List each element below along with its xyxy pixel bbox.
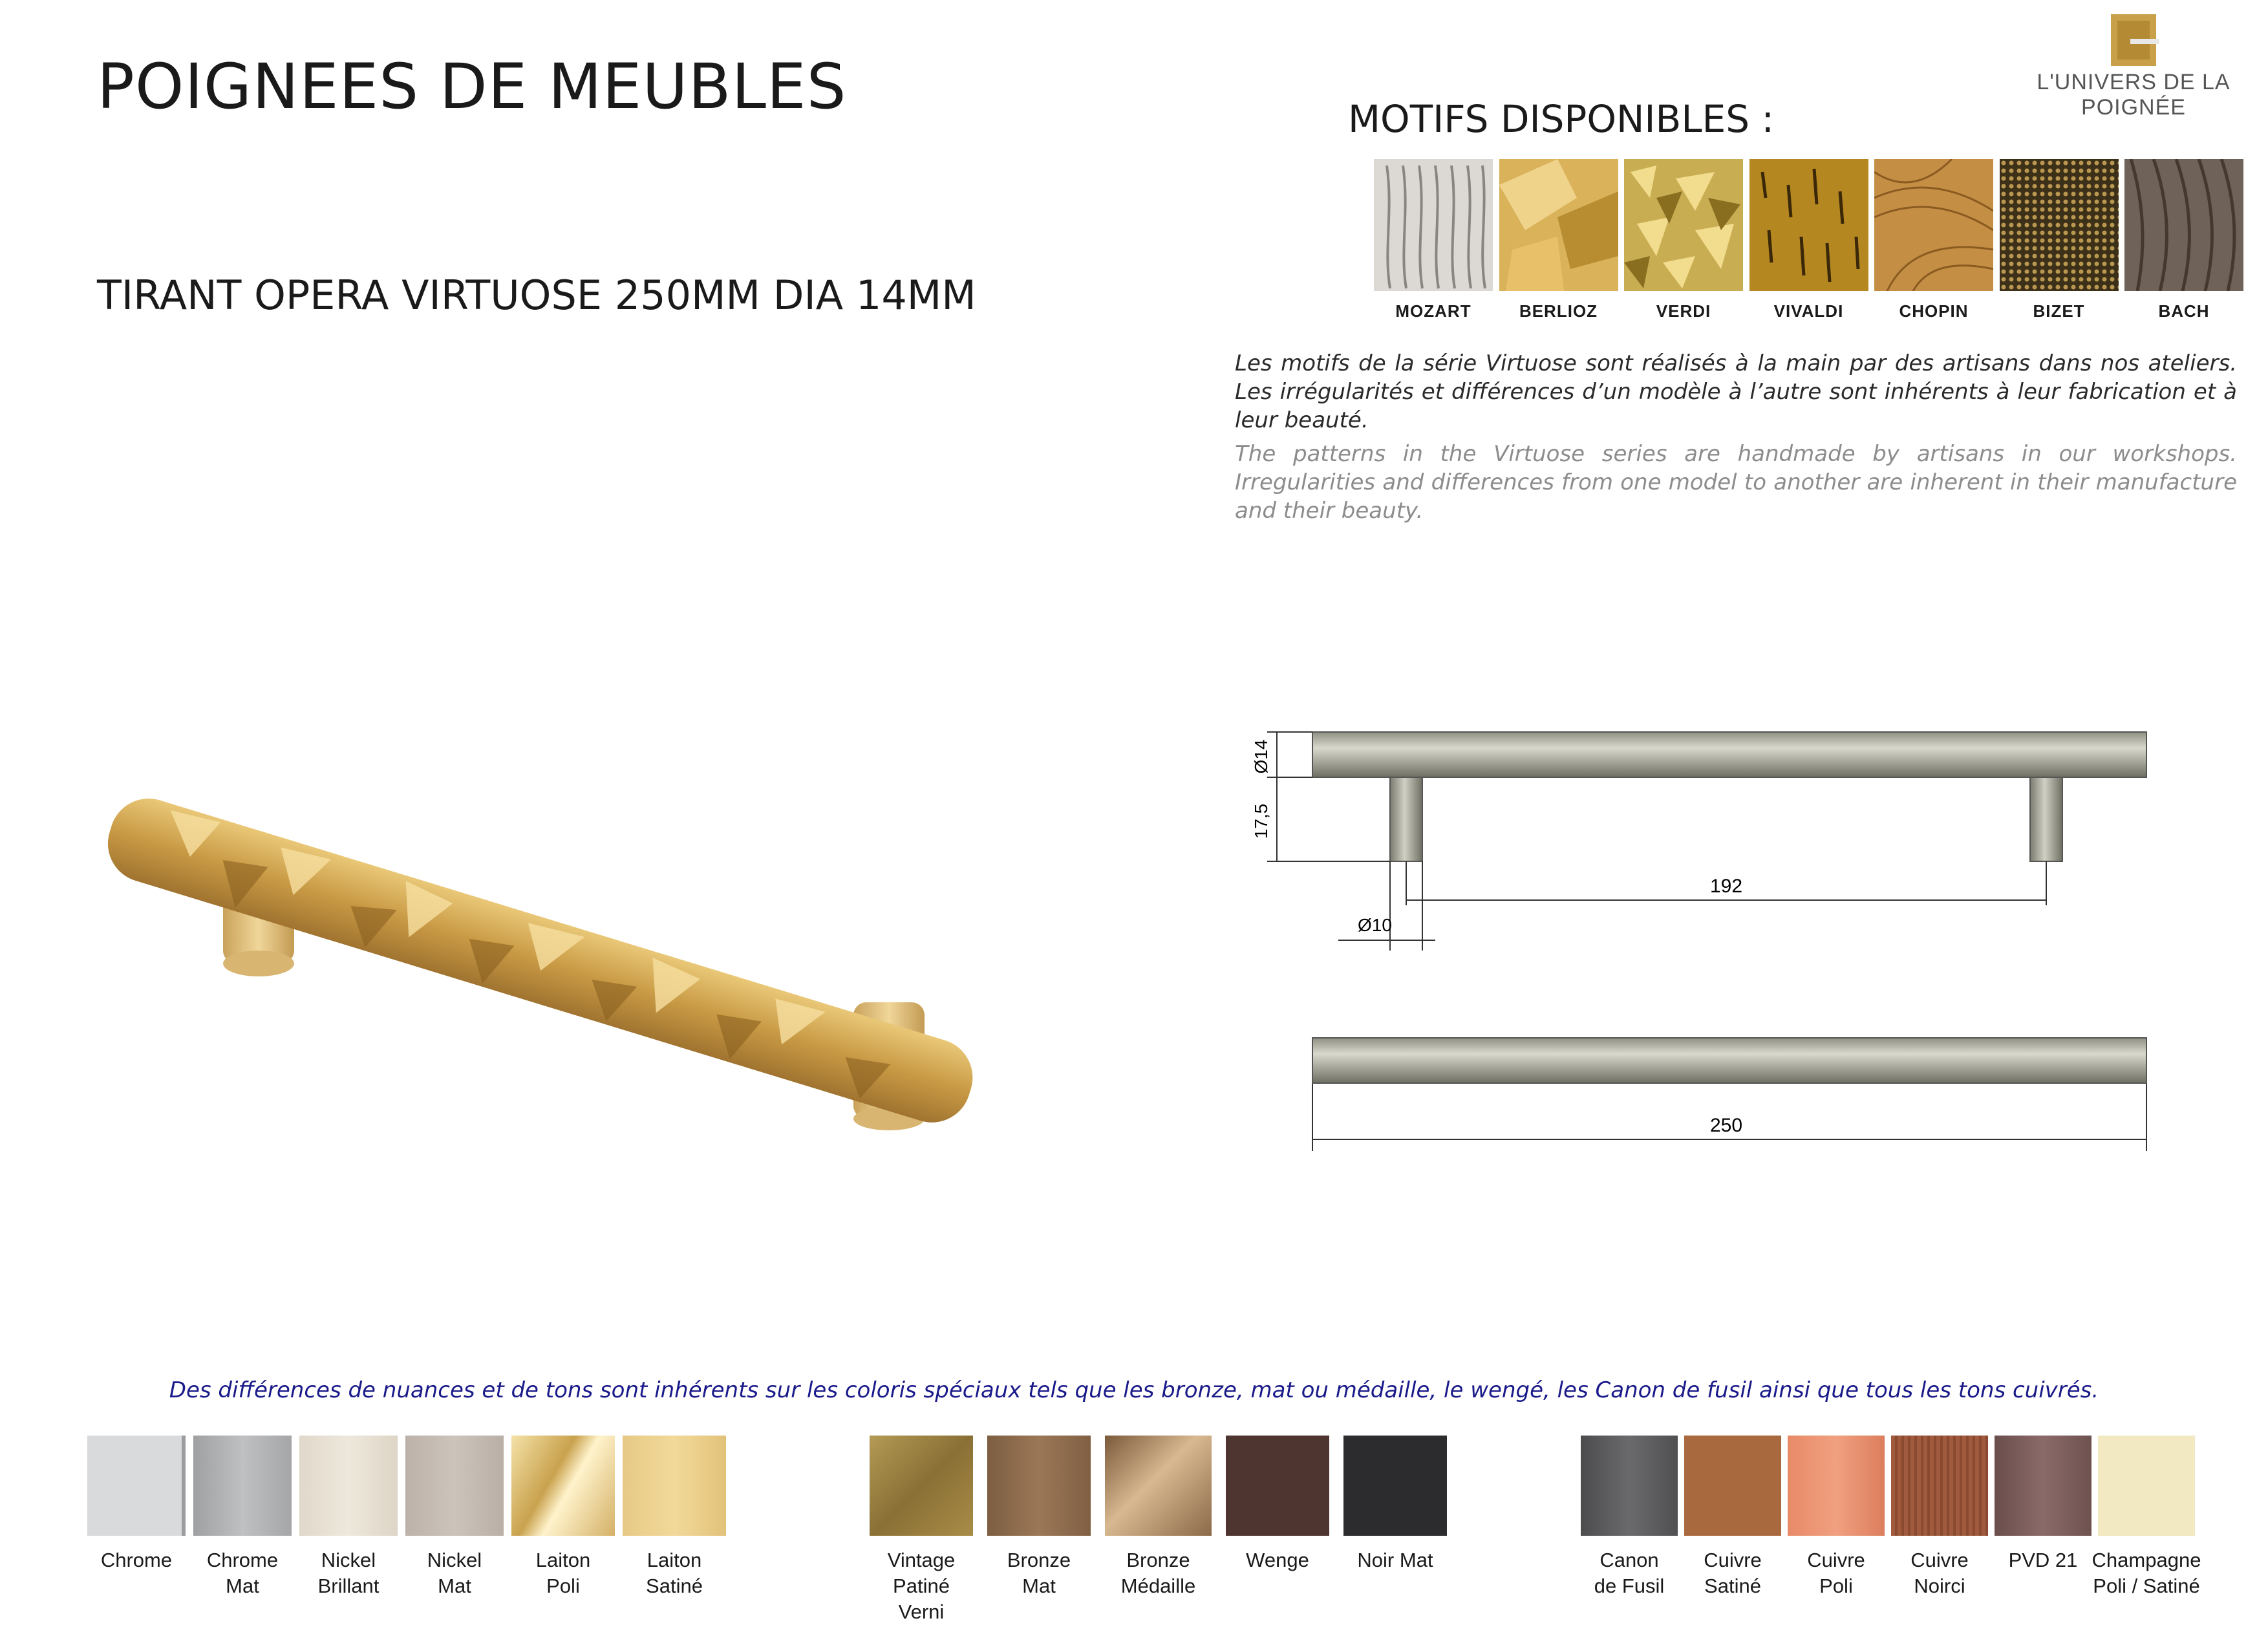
finish-swatch — [623, 1436, 726, 1536]
finish-bronze-medaille — [1105, 1436, 1212, 1625]
motif-swatch-image — [2000, 159, 2119, 291]
finish-nickel-brillant — [299, 1436, 398, 1599]
brand-logo — [2004, 13, 2263, 120]
brand-name: L'UNIVERS DE LA POIGNÉE — [2037, 70, 2231, 120]
finish-label: Chrome — [100, 1549, 173, 1571]
drawing-bar-top — [1312, 732, 2146, 777]
finish-label: Cuivre Poli — [1807, 1549, 1865, 1597]
finish-label: Cuivre Noirci — [1910, 1549, 1969, 1597]
finish-swatch — [1684, 1436, 1781, 1536]
finish-cuivre-poli — [1788, 1436, 1885, 1599]
finish-swatch — [1343, 1436, 1447, 1536]
finish-label: Cuivre Satiné — [1704, 1549, 1762, 1597]
motif-swatches — [1374, 159, 2243, 327]
finish-swatch — [2098, 1436, 2195, 1536]
finish-nickel-mat — [405, 1436, 504, 1599]
finish-swatch — [299, 1436, 398, 1536]
motif-label: BACH — [2158, 301, 2210, 321]
finish-swatch — [1995, 1436, 2091, 1536]
dim-foot: Ø10 — [1358, 915, 1392, 935]
finish-label: Noir Mat — [1357, 1549, 1433, 1571]
motifs-description-en: The patterns in the Virtuose series are handmade by artisans in our workshops. Irregularities and differences from one model to another are inherent in their manufacture and their beauty. — [1235, 441, 2237, 524]
motif-chopin — [1874, 159, 1993, 327]
motif-vivaldi — [1749, 159, 1868, 327]
finish-group-copper — [1581, 1436, 2201, 1599]
finish-group-special — [870, 1436, 1447, 1625]
motif-swatch-image — [1874, 159, 1993, 291]
finish-noir-mat — [1343, 1436, 1447, 1625]
finish-champagne — [2091, 1436, 2201, 1599]
finish-swatch — [193, 1436, 292, 1536]
finish-laiton-satine — [623, 1436, 726, 1599]
finish-label: Wenge — [1246, 1549, 1309, 1571]
finish-swatch — [1105, 1436, 1212, 1536]
motif-label: BERLIOZ — [1519, 301, 1598, 321]
finish-group-classic — [87, 1436, 726, 1599]
finishes-note: Des différences de nuances et de tons sont inhérents sur les coloris spéciaux tels que les bronze, mat ou médaille, le wengé, les Canon de fusil ainsi que tous les tons cuivrés. — [169, 1377, 2099, 1403]
finish-bronze-mat — [987, 1436, 1091, 1625]
technical-drawing — [1248, 711, 2166, 1164]
finish-swatch — [1788, 1436, 1885, 1536]
finish-swatch — [87, 1436, 186, 1536]
drawing-bar-side — [1312, 1038, 2146, 1083]
finish-label: Nickel Mat — [427, 1549, 482, 1597]
dim-height: 17,5 — [1251, 803, 1271, 839]
finish-canon-de-fusil — [1581, 1436, 1678, 1599]
motifs-title: MOTIFS DISPONIBLES : — [1348, 97, 1775, 141]
finish-swatch — [405, 1436, 504, 1536]
motif-swatch-image — [2124, 159, 2243, 291]
motif-swatch-image — [1749, 159, 1868, 291]
motif-swatch-image — [1624, 159, 1743, 291]
finish-label: Bronze Mat — [1007, 1549, 1071, 1597]
motif-label: VERDI — [1656, 301, 1711, 321]
dim-length: 250 — [1709, 1115, 1743, 1136]
finish-label: Canon de Fusil — [1594, 1549, 1665, 1597]
finish-swatch — [987, 1436, 1091, 1536]
finish-swatch — [511, 1436, 615, 1536]
product-image — [97, 744, 1034, 1132]
dim-diameter: Ø14 — [1251, 739, 1271, 774]
dim-center: 192 — [1709, 876, 1743, 897]
finish-swatch — [870, 1436, 973, 1536]
finish-swatch — [1891, 1436, 1988, 1536]
finish-label: Chrome Mat — [206, 1549, 279, 1597]
finish-cuivre-noirci — [1891, 1436, 1988, 1599]
finish-label: Vintage Patiné Verni — [887, 1549, 956, 1623]
finish-label: Laiton Poli — [535, 1549, 591, 1597]
finish-label: Champagne Poli / Satiné — [2091, 1549, 2201, 1597]
finish-swatch — [1581, 1436, 1678, 1536]
finish-label: Laiton Satiné — [646, 1549, 703, 1597]
drawing-post-left — [1390, 777, 1422, 861]
finish-chrome-mat — [193, 1436, 292, 1599]
motifs-description-fr: Les motifs de la série Virtuose sont réalisés à la main par des artisans dans nos ateliers. Les irrégularités et différences d’un modèle à l’autre sont inhérents à leur fabrication et à leur beauté. — [1235, 350, 2237, 433]
finish-vintage-patine — [870, 1436, 973, 1625]
drawing-post-right — [2030, 777, 2062, 861]
motif-swatch-image — [1499, 159, 1618, 291]
finish-wenge — [1226, 1436, 1329, 1625]
finish-chrome — [87, 1436, 186, 1599]
motif-label: MOZART — [1395, 301, 1471, 321]
finish-label: Bronze Médaille — [1120, 1549, 1196, 1597]
logo-emblem-icon — [2004, 13, 2263, 71]
finish-swatch — [1226, 1436, 1329, 1536]
page-title: POIGNEES DE MEUBLES — [97, 50, 847, 123]
motif-label: BIZET — [2033, 301, 2085, 321]
motif-mozart — [1374, 159, 1493, 327]
finish-laiton-poli — [511, 1436, 615, 1599]
motif-verdi — [1624, 159, 1743, 327]
motif-bizet — [2000, 159, 2119, 327]
motif-berlioz — [1499, 159, 1618, 327]
finish-pvd-21 — [1995, 1436, 2091, 1599]
motif-label: CHOPIN — [1899, 301, 1969, 321]
motif-swatch-image — [1374, 159, 1493, 291]
finish-label: PVD 21 — [2008, 1549, 2078, 1571]
finish-cuivre-satine — [1684, 1436, 1781, 1599]
product-title: TIRANT OPERA VIRTUOSE 250MM DIA 14MM — [97, 272, 976, 319]
motif-bach — [2124, 159, 2243, 327]
motif-label: VIVALDI — [1773, 301, 1844, 321]
finish-label: Nickel Brillant — [317, 1549, 380, 1597]
